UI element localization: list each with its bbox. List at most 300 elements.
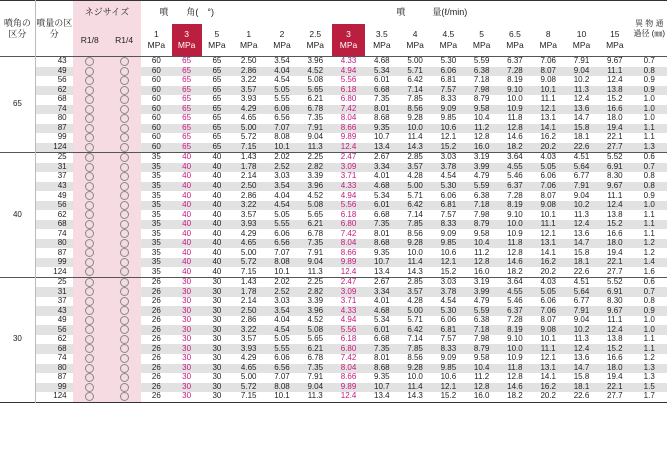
spray-flow-cell: 4.51 (573, 152, 590, 162)
spray-flow-cell: 9.67 (598, 306, 631, 316)
spray-flow-cell: 3.39 (307, 296, 324, 306)
angle-group-30 (0, 277, 667, 402)
thread-r14-cell (107, 57, 141, 67)
spray-flow-cell: 6.37 (507, 56, 523, 66)
table-row (0, 57, 667, 67)
thread-r18-cell (73, 133, 107, 143)
spray-angle-cell: 30 (172, 325, 202, 335)
spray-flow-cell: 5.46 (507, 296, 523, 306)
spray-angle-cell: 30 (202, 383, 232, 393)
spray-flow-cell: 4.54 (265, 325, 298, 335)
spray-flow-cell: 11.1 (532, 344, 565, 354)
spray-angle-cell: 26 (141, 287, 171, 297)
spray-angle-cell: 65 (182, 56, 192, 66)
flow-pressure-3 (332, 24, 365, 57)
spray-flow-cell: 6.18 (340, 334, 357, 344)
spray-angle-cell: 35 (151, 191, 161, 200)
angle-class-label: 30 (0, 277, 35, 402)
spray-flow-cell: 9.09 (440, 353, 457, 363)
spray-flow-cell: 5.00 (240, 373, 257, 382)
spray-flow-cell: 4.51 (573, 277, 590, 287)
spray-flow-cell: 10.7 (365, 383, 398, 393)
spray-flow-cell: 2.47 (340, 152, 357, 162)
thread-r14-cell (107, 124, 141, 134)
thread-r18-cell (73, 172, 107, 182)
spray-flow-cell: 18.0 (598, 239, 631, 249)
spray-flow-cell: 13.4 (374, 267, 390, 276)
spray-angle-cell: 30 (172, 364, 202, 374)
spray-flow-cell: 8.07 (540, 315, 557, 325)
spray-flow-cell: 10.4 (473, 114, 490, 123)
spray-flow-cell: 4.52 (307, 315, 324, 325)
available-circle-icon (120, 57, 129, 66)
foreign-diameter-cell: 0.9 (643, 76, 655, 85)
foreign-diameter-cell: 0.7 (631, 287, 667, 297)
pressure-unit: MPa (506, 39, 524, 50)
spray-flow-cell: 22.6 (565, 143, 598, 153)
table-row (0, 248, 667, 258)
available-circle-icon (120, 364, 129, 373)
spray-angle-cell: 40 (182, 172, 192, 181)
pressure-unit: MPa (606, 39, 624, 50)
thread-r18-cell (73, 153, 107, 163)
table-row (0, 239, 667, 249)
spray-flow-cell: 8.01 (365, 105, 398, 115)
spray-flow-cell: 9.58 (473, 229, 490, 238)
flow-class-cell: 31 (35, 287, 72, 297)
table-row (0, 114, 667, 124)
spray-flow-cell: 4.04 (265, 67, 298, 77)
pressure-unit: MPa (208, 39, 226, 50)
spray-flow-cell: 12.4 (565, 220, 598, 230)
available-circle-icon (85, 287, 94, 296)
available-circle-icon (85, 248, 94, 257)
available-circle-icon (120, 182, 129, 191)
spray-flow-cell: 10.4 (465, 364, 498, 374)
spray-flow-cell: 5.46 (507, 172, 523, 181)
flow-class-cell: 99 (35, 133, 72, 143)
available-circle-icon (120, 201, 129, 210)
spray-flow-cell: 8.79 (465, 220, 498, 230)
spray-angle-cell: 30 (202, 364, 232, 374)
spray-flow-cell: 9.35 (365, 124, 398, 134)
spray-flow-cell: 15.2 (432, 143, 465, 153)
flow-class-cell: 74 (35, 229, 72, 239)
available-circle-icon (120, 95, 129, 104)
table-row (0, 67, 667, 77)
spray-flow-cell: 4.68 (365, 182, 398, 192)
spray-flow-cell: 8.66 (340, 248, 357, 257)
thread-r18-header: R1/8 (73, 24, 107, 57)
thread-r18-cell (73, 297, 107, 307)
spray-flow-cell: 8.04 (332, 364, 365, 374)
thread-r18-cell (73, 239, 107, 249)
spray-flow-cell: 8.66 (332, 124, 365, 134)
spray-flow-cell: 11.1 (598, 67, 631, 77)
spray-flow-cell: 7.15 (240, 267, 257, 276)
spray-angle-cell: 60 (141, 124, 171, 134)
spray-angle-cell: 30 (212, 334, 222, 344)
thread-r18-cell (73, 287, 107, 297)
spray-flow-cell: 5.64 (565, 163, 598, 173)
available-circle-icon (120, 325, 129, 334)
spray-flow-cell: 4.55 (498, 287, 531, 297)
spray-flow-cell: 22.1 (607, 133, 623, 142)
flow-class-cell: 87 (35, 124, 72, 134)
spray-flow-cell: 6.78 (307, 353, 324, 363)
spray-flow-cell: 7.07 (274, 248, 290, 257)
spray-flow-cell: 20.2 (540, 267, 557, 276)
spray-flow-cell: 10.0 (498, 220, 531, 230)
foreign-diameter-cell: 1.3 (631, 143, 667, 153)
thread-r14-cell (107, 239, 141, 249)
thread-r14-cell (107, 258, 141, 268)
flow-pressure-8 (498, 24, 531, 57)
available-circle-icon (85, 306, 94, 315)
spray-flow-cell: 18.2 (507, 392, 523, 401)
thread-r18-cell (73, 392, 107, 402)
spray-flow-cell: 10.9 (507, 229, 523, 238)
spray-flow-cell: 2.85 (407, 277, 423, 287)
spray-flow-cell: 3.96 (299, 306, 332, 316)
spray-angle-cell: 30 (202, 306, 232, 316)
spray-flow-cell: 6.01 (365, 201, 398, 211)
spray-flow-cell: 11.3 (307, 267, 323, 276)
spray-angle-cell: 40 (212, 152, 222, 162)
available-circle-icon (85, 153, 94, 162)
thread-r18-cell (73, 114, 107, 124)
spray-flow-cell: 6.68 (374, 210, 390, 219)
spray-flow-cell: 9.08 (532, 201, 565, 211)
spray-flow-cell: 2.82 (299, 163, 332, 173)
spray-flow-cell: 7.35 (374, 95, 390, 104)
spray-flow-cell: 10.2 (565, 201, 598, 211)
table-row (0, 220, 667, 230)
spray-flow-cell: 5.00 (240, 248, 257, 257)
foreign-diameter-cell: 1.0 (631, 201, 667, 211)
flow-class-cell: 49 (35, 191, 72, 201)
available-circle-icon (120, 287, 129, 296)
spray-angle-cell: 40 (172, 182, 202, 192)
spray-flow-cell: 10.6 (432, 124, 465, 134)
flow-class-cell: 43 (35, 57, 72, 67)
spray-flow-cell: 14.1 (532, 124, 565, 134)
thread-r14-header: R1/4 (107, 24, 141, 57)
spray-flow-cell: 7.91 (565, 306, 598, 316)
spray-flow-cell: 5.72 (240, 133, 257, 142)
spray-flow-cell: 5.64 (565, 287, 598, 297)
spray-flow-cell: 5.08 (299, 201, 332, 211)
pressure-unit: MPa (572, 39, 591, 50)
available-circle-icon (85, 258, 94, 267)
spray-flow-cell: 9.04 (299, 258, 332, 268)
spray-flow-cell: 7.85 (398, 344, 431, 354)
spray-angle-cell: 65 (212, 133, 222, 142)
flow-class-cell: 56 (35, 76, 72, 86)
flow-pressure-9 (532, 24, 565, 57)
spray-flow-cell: 9.35 (374, 248, 390, 257)
spray-angle-cell: 40 (202, 182, 232, 192)
spray-angle-cell: 40 (212, 267, 222, 276)
thread-r14-cell (107, 316, 141, 326)
spray-flow-cell: 3.34 (365, 163, 398, 173)
thread-r18-cell (73, 95, 107, 105)
spray-flow-cell: 10.1 (532, 86, 565, 96)
foreign-diameter-cell: 0.9 (631, 86, 667, 96)
spray-angle-cell: 26 (141, 383, 171, 393)
spray-flow-cell: 13.6 (573, 353, 590, 363)
spray-flow-cell: 3.93 (240, 95, 257, 104)
spray-flow-cell: 5.05 (532, 287, 565, 297)
thread-r18-cell (73, 220, 107, 230)
thread-r14-cell (107, 76, 141, 86)
spray-flow-cell: 2.50 (232, 306, 265, 316)
thread-r18-cell (73, 364, 107, 374)
spray-flow-cell: 9.10 (498, 86, 531, 96)
spray-flow-cell: 4.28 (407, 172, 423, 181)
table-row (0, 258, 667, 268)
spray-flow-cell: 9.08 (540, 76, 557, 85)
spray-flow-cell: 12.4 (598, 201, 631, 211)
spray-flow-cell: 11.4 (398, 383, 431, 393)
pressure-value: 10 (576, 28, 587, 39)
thread-r18-cell (73, 124, 107, 134)
table-row (0, 229, 667, 239)
spray-flow-cell: 2.14 (240, 172, 257, 181)
thread-r18-cell (73, 143, 107, 153)
spray-flow-cell: 3.03 (440, 277, 457, 287)
spray-flow-cell: 7.15 (232, 143, 265, 153)
spray-flow-cell: 10.1 (274, 392, 290, 401)
spray-flow-cell: 9.35 (374, 373, 390, 382)
pressure-unit: MPa (273, 39, 291, 50)
spray-flow-cell: 6.56 (274, 114, 290, 123)
spray-flow-cell: 2.86 (240, 191, 257, 200)
spray-flow-cell: 8.56 (407, 229, 423, 238)
spray-flow-cell: 12.8 (507, 373, 523, 382)
table-row (0, 335, 667, 345)
spray-flow-cell: 10.2 (573, 76, 590, 85)
spray-angle-cell: 26 (151, 277, 161, 287)
available-circle-icon (85, 325, 94, 334)
spray-flow-cell: 3.22 (240, 76, 257, 85)
spray-flow-cell: 4.54 (440, 172, 457, 181)
spray-flow-cell: 10.0 (498, 344, 531, 354)
spray-flow-cell: 5.34 (365, 67, 398, 77)
thread-r18-cell (73, 354, 107, 364)
spray-flow-cell: 5.34 (374, 191, 390, 200)
flow-class-header: 噴量の区分 (35, 1, 72, 57)
flow-class-cell: 37 (35, 172, 72, 182)
spray-flow-cell: 13.4 (374, 392, 390, 401)
spray-flow-cell: 7.07 (265, 124, 298, 134)
spray-angle-cell: 65 (212, 76, 222, 85)
spray-angle-cell: 40 (182, 152, 192, 162)
spray-angle-cell: 35 (141, 201, 171, 211)
spray-flow-cell: 4.79 (473, 172, 490, 181)
spray-angle-cell: 30 (212, 353, 222, 363)
spray-flow-cell: 16.2 (532, 383, 565, 393)
spray-flow-cell: 3.22 (232, 201, 265, 211)
spray-flow-cell: 6.42 (407, 76, 423, 85)
thread-r18-cell (73, 105, 107, 115)
spray-flow-cell: 13.8 (607, 210, 623, 219)
table-row (0, 373, 667, 383)
available-circle-icon (120, 172, 129, 181)
foreign-diameter-header: 異 物 通過径 (㎜) (633, 18, 666, 38)
flow-class-cell: 49 (35, 67, 72, 77)
angle-pressure-2 (202, 24, 232, 57)
spray-flow-cell: 9.67 (607, 56, 623, 66)
spray-flow-cell: 9.85 (432, 364, 465, 374)
spray-flow-cell: 5.05 (274, 210, 290, 219)
available-circle-icon (120, 76, 129, 85)
spray-angle-cell: 30 (202, 287, 232, 297)
flow-pressure-11 (598, 24, 631, 57)
spray-flow-cell: 5.00 (407, 56, 423, 66)
spray-flow-cell: 5.71 (398, 67, 431, 77)
foreign-diameter-cell: 1.0 (643, 315, 655, 325)
angle-group-40 (0, 153, 667, 278)
available-circle-icon (120, 258, 129, 267)
spray-flow-cell: 2.52 (265, 287, 298, 297)
spray-flow-cell: 6.77 (573, 172, 590, 181)
spray-flow-cell: 5.08 (299, 325, 332, 335)
spray-angle-cell: 40 (212, 229, 222, 238)
flow-class-cell: 68 (35, 220, 72, 230)
spray-flow-header: 噴 量(ℓ/min) (396, 7, 468, 18)
spray-flow-cell: 7.35 (299, 239, 332, 249)
angle-group-65 (0, 57, 667, 153)
available-circle-icon (120, 278, 129, 287)
spray-flow-cell: 15.2 (598, 344, 631, 354)
flow-class-cell: 25 (35, 277, 72, 287)
spray-angle-cell: 30 (212, 315, 222, 325)
spray-angle-cell: 40 (202, 201, 232, 211)
spray-flow-cell: 6.06 (274, 229, 290, 238)
table-row (0, 267, 667, 277)
pressure-unit: MPa (439, 39, 458, 50)
foreign-diameter-cell: 1.0 (631, 105, 667, 115)
spray-angle-cell: 30 (182, 277, 192, 287)
available-circle-icon (120, 86, 129, 95)
spray-flow-cell: 9.89 (332, 258, 365, 268)
table-header (0, 1, 667, 57)
flow-class-cell: 80 (35, 364, 72, 374)
spray-flow-cell: 9.08 (532, 325, 565, 335)
available-circle-icon (120, 163, 129, 172)
spray-flow-cell: 8.08 (265, 383, 298, 393)
spray-flow-cell: 4.65 (232, 364, 265, 374)
spray-flow-cell: 7.14 (398, 86, 431, 96)
spray-flow-cell: 8.30 (607, 296, 623, 306)
spray-flow-cell: 7.14 (407, 210, 423, 219)
spray-flow-cell: 9.89 (340, 133, 357, 142)
spray-flow-cell: 12.1 (432, 383, 465, 393)
spray-flow-cell: 6.80 (340, 95, 357, 104)
spray-flow-cell: 9.04 (565, 67, 598, 77)
foreign-diameter-cell: 1.0 (631, 325, 667, 335)
spray-flow-cell: 16.0 (465, 143, 498, 153)
spray-angle-cell: 65 (172, 105, 202, 115)
spray-flow-cell: 11.8 (498, 239, 531, 249)
foreign-diameter-cell: 0.8 (631, 182, 667, 192)
spray-flow-cell: 5.52 (607, 277, 623, 287)
spray-flow-cell: 3.03 (274, 296, 290, 306)
spray-angle-cell: 40 (202, 163, 232, 173)
available-circle-icon (85, 67, 94, 76)
spray-angle-cell: 40 (202, 258, 232, 268)
spray-flow-cell: 3.39 (307, 172, 324, 181)
spray-angle-cell: 30 (182, 373, 192, 382)
spray-flow-cell: 1.43 (240, 152, 257, 162)
spray-flow-cell: 6.78 (299, 105, 332, 115)
table-row (0, 124, 667, 134)
available-circle-icon (120, 373, 129, 382)
spray-flow-cell: 3.19 (473, 277, 490, 287)
spray-flow-cell: 6.18 (340, 210, 357, 219)
spray-flow-cell: 5.08 (307, 76, 324, 85)
spray-flow-cell: 18.2 (498, 143, 531, 153)
spray-flow-cell: 9.58 (465, 105, 498, 115)
spray-angle-cell: 30 (212, 277, 222, 287)
thread-r18-cell (73, 344, 107, 354)
available-circle-icon (120, 67, 129, 76)
thread-r18-cell (73, 248, 107, 258)
spray-flow-cell: 9.85 (432, 239, 465, 249)
spray-angle-cell: 65 (182, 76, 192, 85)
pressure-value: 3 (346, 28, 351, 39)
spray-angle-cell: 65 (212, 95, 222, 104)
spray-flow-cell: 6.01 (365, 325, 398, 335)
spray-flow-cell: 8.33 (432, 344, 465, 354)
spray-angle-cell: 30 (182, 353, 192, 363)
thread-r14-cell (107, 354, 141, 364)
spray-flow-cell: 19.4 (607, 248, 623, 257)
spray-flow-cell: 5.65 (299, 86, 332, 96)
spray-angle-cell: 65 (202, 105, 232, 115)
spray-angle-cell: 60 (141, 86, 171, 96)
angle-class-header: 噴角の区分 (3, 17, 31, 39)
spray-flow-cell: 11.3 (307, 392, 323, 401)
spray-flow-cell: 13.8 (598, 86, 631, 96)
spray-flow-cell: 4.54 (274, 76, 290, 85)
spray-flow-cell: 2.02 (274, 277, 290, 287)
spray-flow-cell: 6.38 (473, 315, 490, 325)
spray-flow-cell: 4.29 (240, 353, 257, 363)
spray-angle-cell: 30 (172, 306, 202, 316)
spray-flow-cell: 11.8 (498, 364, 531, 374)
spray-flow-cell: 3.57 (240, 334, 257, 344)
available-circle-icon (85, 172, 94, 181)
foreign-diameter-cell: 1.1 (631, 220, 667, 230)
spray-flow-cell: 3.03 (274, 172, 290, 181)
spray-flow-cell: 10.1 (540, 210, 557, 219)
table-row (0, 354, 667, 364)
spray-flow-cell: 5.52 (607, 152, 623, 162)
flow-class-cell: 62 (35, 335, 72, 345)
spray-flow-cell: 9.28 (398, 364, 431, 374)
thread-r18-cell (73, 210, 107, 220)
thread-r18-cell (73, 201, 107, 211)
spray-flow-cell: 12.1 (540, 353, 557, 363)
flow-class-cell: 99 (35, 383, 72, 393)
thread-r14-cell (107, 114, 141, 124)
foreign-diameter-cell: 1.4 (631, 258, 667, 268)
spray-flow-cell: 7.42 (340, 353, 357, 363)
spray-flow-cell: 10.6 (440, 373, 457, 382)
spray-angle-cell: 65 (202, 67, 232, 77)
